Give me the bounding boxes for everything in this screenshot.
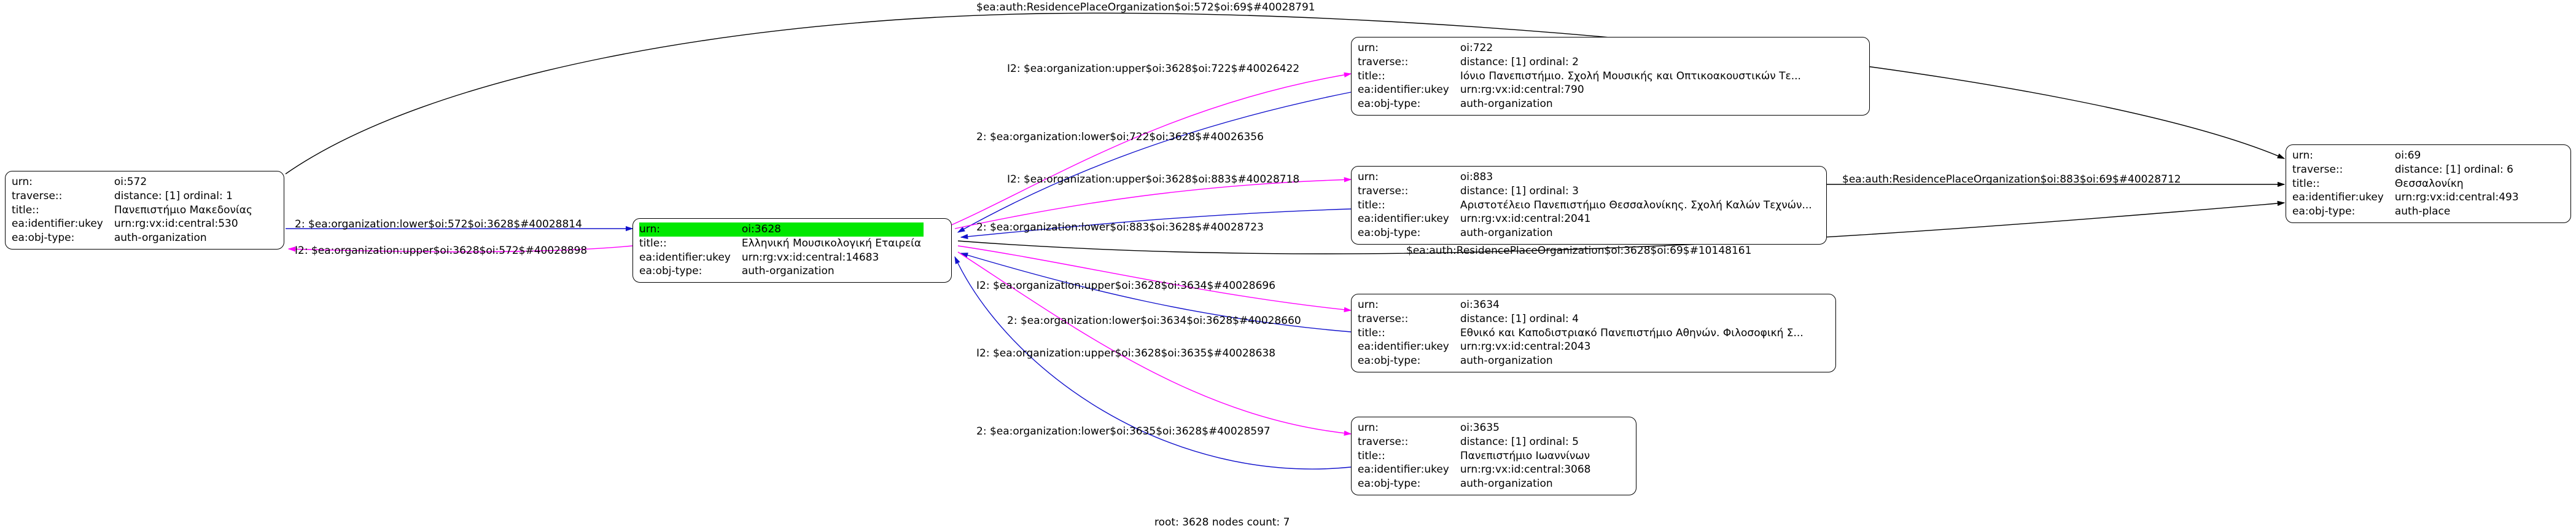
node-row bbox=[1358, 199, 1815, 213]
node-value: Ιόνιο Πανεπιστήμιο. Σχολή Μουσικής και Οπτικοακουστικών Τε... bbox=[1460, 69, 1801, 82]
node-row bbox=[12, 175, 255, 189]
node-value: auth-organization bbox=[114, 232, 207, 245]
node-key: title:: bbox=[1358, 199, 1385, 211]
node-value: Θεσσαλονίκη bbox=[2394, 177, 2464, 190]
node-value: distance: [1] ordinal: 6 bbox=[2394, 163, 2513, 176]
node-value: oi:3634 bbox=[1460, 299, 1500, 311]
node-value: urn:rg:vx:id:central:493 bbox=[2394, 191, 2519, 204]
node-row bbox=[639, 264, 924, 278]
node-key: ea:identifier:ukey bbox=[12, 218, 103, 230]
node-row bbox=[639, 251, 924, 265]
edge-label-residence-883-69: $ea:auth:ResidencePlaceOrganization$oi:883$oi:69$#40028712 bbox=[1842, 173, 2181, 186]
node-value: Ελληνική Μουσικολογική Εταιρεία bbox=[741, 237, 922, 250]
node-value: urn:rg:vx:id:central:3068 bbox=[1460, 463, 1591, 476]
edge-label-residence-572-69: $ea:auth:ResidencePlaceOrganization$oi:572$oi:69$#40028791 bbox=[976, 1, 1315, 14]
node-value: oi:722 bbox=[1460, 42, 1493, 54]
edge-label-lower-3635-3628: 2: $ea:organization:lower$oi:3635$oi:3628$#40028597 bbox=[976, 425, 1270, 438]
node-key: ea:obj-type: bbox=[1358, 478, 1421, 490]
edge-label-lower-722-3628: 2: $ea:organization:lower$oi:722$oi:3628$#40026356 bbox=[976, 131, 1264, 143]
node-key: ea:identifier:ukey bbox=[2292, 191, 2384, 204]
node-key: traverse:: bbox=[1358, 312, 1409, 325]
node-row bbox=[1358, 312, 1806, 326]
node-key: traverse:: bbox=[12, 189, 63, 202]
node-row bbox=[1358, 340, 1806, 354]
node-value: urn:rg:vx:id:central:530 bbox=[114, 218, 238, 230]
node-row bbox=[1358, 354, 1806, 368]
node-row bbox=[1358, 477, 1593, 491]
node-oi-572[interactable] bbox=[5, 171, 284, 250]
node-key: traverse:: bbox=[2292, 163, 2343, 176]
node-key: ea:identifier:ukey bbox=[1358, 213, 1449, 226]
node-value: distance: [1] ordinal: 5 bbox=[1460, 435, 1579, 448]
node-row bbox=[12, 203, 255, 218]
node-value: oi:3628 bbox=[742, 222, 924, 237]
node-key: ea:obj-type: bbox=[2292, 205, 2356, 218]
node-key: urn: bbox=[2292, 149, 2313, 162]
node-value: Εθνικό και Καποδιστριακό Πανεπιστήμιο Αθηνών. Φιλοσοφική Σ... bbox=[1460, 326, 1804, 339]
node-value: urn:rg:vx:id:central:2041 bbox=[1460, 213, 1591, 226]
node-value: distance: [1] ordinal: 4 bbox=[1460, 312, 1579, 325]
node-value: oi:69 bbox=[2394, 149, 2421, 162]
node-key: traverse:: bbox=[1358, 435, 1409, 448]
node-row bbox=[639, 237, 924, 251]
node-key: title:: bbox=[2292, 177, 2320, 190]
node-value: auth-organization bbox=[741, 265, 835, 278]
node-row bbox=[1358, 435, 1593, 449]
node-row bbox=[2292, 177, 2521, 191]
node-key: urn: bbox=[12, 176, 33, 188]
edge-label-lower-3634-3628: 2: $ea:organization:lower$oi:3634$oi:3628$#40028660 bbox=[1007, 315, 1301, 327]
node-key: traverse:: bbox=[1358, 55, 1409, 68]
node-row bbox=[1358, 212, 1815, 226]
node-row bbox=[2292, 149, 2521, 163]
node-key: ea:identifier:ukey bbox=[1358, 463, 1449, 476]
node-row bbox=[639, 222, 924, 237]
node-row bbox=[1358, 184, 1815, 199]
node-row bbox=[2292, 191, 2521, 205]
edge-label-upper-3628-883: I2: $ea:organization:upper$oi:3628$oi:883$#40028718 bbox=[1007, 173, 1300, 186]
node-row bbox=[1358, 298, 1806, 312]
node-row bbox=[1358, 463, 1593, 477]
node-row bbox=[12, 189, 255, 203]
node-key: urn: bbox=[1358, 299, 1379, 311]
node-key: title:: bbox=[1358, 69, 1385, 82]
node-key: title:: bbox=[1358, 326, 1385, 339]
edge-label-lower-572-3628: 2: $ea:organization:lower$oi:572$oi:3628$#40028814 bbox=[295, 218, 582, 230]
node-value: urn:rg:vx:id:central:14683 bbox=[741, 251, 879, 264]
node-value: oi:3635 bbox=[1460, 422, 1500, 434]
node-key: urn: bbox=[1358, 422, 1379, 434]
node-key: ea:identifier:ukey bbox=[1358, 84, 1449, 96]
node-row bbox=[1358, 226, 1815, 240]
node-value: auth-organization bbox=[1460, 355, 1553, 368]
node-key: ea:obj-type: bbox=[12, 232, 75, 245]
node-value: auth-place bbox=[2394, 205, 2451, 218]
node-value: auth-organization bbox=[1460, 98, 1553, 111]
node-row bbox=[12, 217, 255, 231]
node-oi-883[interactable] bbox=[1351, 166, 1827, 245]
node-row bbox=[1358, 449, 1593, 463]
node-oi-3628[interactable] bbox=[632, 218, 952, 283]
node-row bbox=[1358, 421, 1593, 435]
node-key: ea:obj-type: bbox=[1358, 227, 1421, 240]
node-value: distance: [1] ordinal: 1 bbox=[114, 189, 233, 202]
edge-label-residence-3628-69: $ea:auth:ResidencePlaceOrganization$oi:3628$oi:69$#10148161 bbox=[1406, 245, 1752, 257]
node-key: ea:identifier:ukey bbox=[639, 251, 731, 264]
node-row bbox=[1358, 97, 1804, 111]
node-row bbox=[1358, 41, 1804, 55]
node-row bbox=[12, 231, 255, 245]
node-key: title:: bbox=[12, 203, 39, 216]
node-value: Αριστοτέλειο Πανεπιστήμιο Θεσσαλονίκης. Σχολή Καλών Τεχνών... bbox=[1460, 199, 1812, 211]
edge-label-upper-3628-3634: I2: $ea:organization:upper$oi:3628$oi:3634$#40028696 bbox=[976, 280, 1276, 292]
node-key: title:: bbox=[1358, 449, 1385, 462]
node-key: ea:obj-type: bbox=[1358, 98, 1421, 111]
node-oi-3634[interactable] bbox=[1351, 294, 1836, 372]
node-value: urn:rg:vx:id:central:2043 bbox=[1460, 340, 1591, 353]
node-row bbox=[1358, 170, 1815, 184]
node-row bbox=[1358, 326, 1806, 340]
node-oi-3635[interactable] bbox=[1351, 417, 1636, 495]
node-row bbox=[1358, 69, 1804, 84]
node-value: oi:572 bbox=[114, 176, 147, 188]
node-value: urn:rg:vx:id:central:790 bbox=[1460, 84, 1584, 96]
node-key: urn: bbox=[639, 222, 742, 237]
graph-caption: root: 3628 nodes count: 7 bbox=[1154, 516, 1290, 529]
node-value: distance: [1] ordinal: 2 bbox=[1460, 55, 1579, 68]
node-value: auth-organization bbox=[1460, 478, 1553, 490]
node-row bbox=[1358, 55, 1804, 69]
node-key: title:: bbox=[639, 237, 667, 250]
node-key: urn: bbox=[1358, 42, 1379, 54]
node-key: ea:obj-type: bbox=[1358, 355, 1421, 368]
node-value: auth-organization bbox=[1460, 227, 1553, 240]
node-value: distance: [1] ordinal: 3 bbox=[1460, 184, 1579, 197]
node-key: traverse:: bbox=[1358, 184, 1409, 197]
node-row bbox=[1358, 83, 1804, 97]
node-key: urn: bbox=[1358, 171, 1379, 183]
node-row bbox=[2292, 205, 2521, 219]
node-oi-69[interactable] bbox=[2286, 144, 2571, 223]
node-key: ea:identifier:ukey bbox=[1358, 340, 1449, 353]
node-oi-722[interactable] bbox=[1351, 37, 1870, 116]
edge-label-upper-3628-3635: I2: $ea:organization:upper$oi:3628$oi:3635$#40028638 bbox=[976, 347, 1276, 360]
edge-label-upper-3628-572: I2: $ea:organization:upper$oi:3628$oi:572$#40028898 bbox=[295, 245, 588, 257]
node-value: Πανεπιστήμιο Μακεδονίας bbox=[114, 203, 252, 216]
node-value: oi:883 bbox=[1460, 171, 1493, 183]
node-value: Πανεπιστήμιο Ιωαννίνων bbox=[1460, 449, 1590, 462]
edge-label-upper-3628-722: I2: $ea:organization:upper$oi:3628$oi:722$#40026422 bbox=[1007, 63, 1300, 75]
edge-label-lower-883-3628: 2: $ea:organization:lower$oi:883$oi:3628$#40028723 bbox=[976, 221, 1264, 234]
node-key: ea:obj-type: bbox=[639, 265, 702, 278]
node-row bbox=[2292, 163, 2521, 177]
